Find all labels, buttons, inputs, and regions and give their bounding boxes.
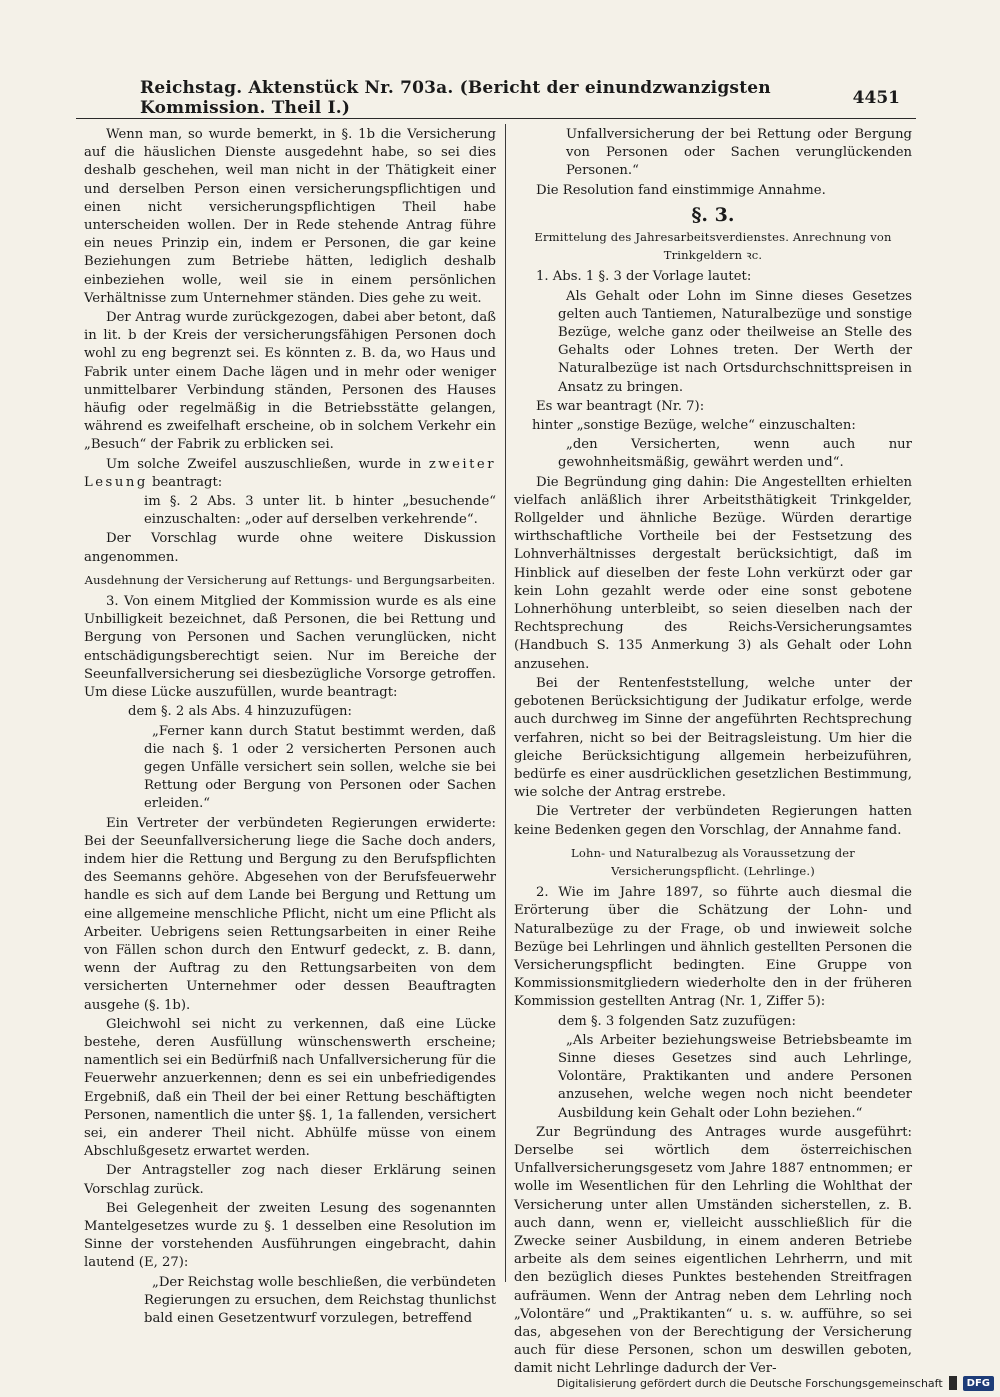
column-divider xyxy=(505,124,506,1282)
indented-paragraph: dem §. 2 als Abs. 4 hinzuzufügen: xyxy=(128,704,352,720)
text-run: Um solche Zweifel auszuschließen, wurde in xyxy=(106,456,429,472)
page-header xyxy=(140,78,900,118)
paragraph: Die Resolution fand einstimmige Annahme. xyxy=(536,182,826,198)
dfg-logo: DFG xyxy=(963,1376,994,1391)
left-column xyxy=(84,126,496,1329)
footer xyxy=(557,1373,994,1393)
paragraph xyxy=(84,456,496,492)
right-column xyxy=(514,126,912,1380)
funding-note: Digitalisierung gefördert durch die Deutsche Forschungsgemeinschaft xyxy=(556,1376,943,1390)
paragraph: Wenn man, so wurde bemerkt, in §. 1b die Versicherung auf die häuslichen Dienste ausgedehnt habe, so sei dies deshalb geschehen, weil man nicht in der Thätigkeit einer und derselben Person einen versicherungspflichtigen und einen nicht versicherungspflichtigen Theil habe unterscheiden wollen. Der in Rede stehende Antrag führe ein neues Prinzip ein, indem er Personen, die gar keine Beziehungen zum Betriebe hätten, lediglich deshalb einbeziehen wolle, weil sie in einem persönlichen Verhältnisse zum Unternehmer ständen. Dies gehe zu weit. xyxy=(84,127,496,306)
quoted-text: Als Gehalt oder Lohn im Sinne dieses Gesetzes gelten auch Tantiemen, Naturalbezüge und sonstige Bezüge, welche ganz oder theilweise an Stelle des Gehalts oder Lohnes treten. Der Werth der Naturalbezüge ist nach Ortsdurchschnittspreisen in Ansatz zu bringen. xyxy=(558,288,912,395)
section-heading: Ermittelung des Jahresarbeitsverdienstes. Anrechnung von Trinkgeldern ꝛc. xyxy=(534,230,892,263)
paragraph: 2. Wie im Jahre 1897, so führte auch diesmal die Erörterung über die Schätzung der Lohn- und Naturalbezüge zu der Frage, ob und inwieweit solche Bezüge bei Lehrlingen und ähnlich gestellten Personen die Versicherungspflicht bedingten. Eine Gruppe von Kommissionsmitgliedern wiederholte den in der früheren Kommission gestellten Antrag (Nr. 1, Ziffer 5): xyxy=(514,885,912,1010)
paragraph: Gleichwohl sei nicht zu verkennen, daß eine Lücke bestehe, deren Ausfüllung wünschenswerth erscheine; namentlich sei ein Bedürfniß nach Unfallversicherung für die Feuerwehr anzuerkennen; denn es sei ein unbefriedigendes Ergebniß, daß ein Theil der bei einer Rettung beschäftigten Personen, namentlich die unter §§. 1, 1a fallenden, versichert sei, ein anderer Theil nicht. Abhülfe müsse von einem Abschlußgesetz erwartet werden. xyxy=(84,1016,496,1160)
section-number: §. 3. xyxy=(691,203,735,226)
indented-paragraph: dem §. 3 folgenden Satz zuzufügen: xyxy=(558,1013,796,1029)
quoted-text: „Der Reichstag wolle beschließen, die verbündeten Regierungen zu ersuchen, dem Reichstag thunlichst bald einen Gesetzentwurf vorzulegen, betreffend xyxy=(144,1274,496,1326)
page-number: 4451 xyxy=(852,88,900,108)
quoted-text: Unfallversicherung der bei Rettung oder Bergung von Personen oder Sachen verunglückenden Personen.“ xyxy=(566,127,912,179)
paragraph: Ein Vertreter der verbündeten Regierungen erwiderte: Bei der Seeunfallversicherung liege die Sache doch anders, indem hier die Rettung und Bergung zu den Berufspflichten des Seemanns gehöre. Abgesehen von der Berufsfeuerwehr handle es sich auf dem Lande bei Bergung und Rettung um eine allgemeine menschliche Pflicht, nicht um eine Pflicht als Arbeiter. Uebrigens seien Rettungsarbeiten in einer Reihe von Fällen schon durch den Entwurf gedeckt, z. B. dann, wenn der Auftrag zu den Rettungsarbeiten von dem versicherten Unternehmer oder dessen Beauftragten ausgehe (§. 1b). xyxy=(84,815,496,1013)
section-heading: Lohn- und Naturalbezug als Voraussetzung der Versicherungspflicht. (Lehrlinge.) xyxy=(571,845,855,878)
paragraph: Bei Gelegenheit der zweiten Lesung des sogenannten Mantelgesetzes wurde zu §. 1 desselben eine Resolution im Sinne der vorstehenden Ausführungen eingebracht, dahin lautend (E, 27): xyxy=(84,1200,496,1271)
paragraph: Der Antragsteller zog nach dieser Erklärung seinen Vorschlag zurück. xyxy=(84,1163,496,1197)
section-heading: Ausdehnung der Versicherung auf Rettungs- und Bergungsarbeiten. xyxy=(84,572,496,587)
quoted-text: „Als Arbeiter beziehungsweise Betriebsbeamte im Sinne dieses Gesetzes sind auch Lehrlinge, Volontäre, Praktikanten und andere Personen anzusehen, welche wegen noch nicht beendeter Ausbildung kein Gehalt oder Lohn beziehen.“ xyxy=(558,1032,912,1121)
text-run: beantragt: xyxy=(147,474,223,490)
running-title: Reichstag. Aktenstück Nr. 703a. (Bericht der einundzwanzigsten Kommission. Theil I.) xyxy=(140,78,771,118)
paragraph: 1. Abs. 1 §. 3 der Vorlage lautet: xyxy=(536,269,752,285)
indented-paragraph: im §. 2 Abs. 3 unter lit. b hinter „besuchende“ einzuschalten: „oder auf derselben verkehrende“. xyxy=(144,494,496,528)
paragraph: Die Vertreter der verbündeten Regierungen hatten keine Bedenken gegen den Vorschlag, der Annahme fand. xyxy=(514,804,912,838)
header-rule xyxy=(76,118,916,119)
indented-paragraph: hinter „sonstige Bezüge, welche“ einzuschalten: xyxy=(532,418,856,434)
emphasized-text: zweiter Lesung xyxy=(84,456,496,490)
paragraph: 3. Von einem Mitglied der Kommission wurde es als eine Unbilligkeit bezeichnet, daß Personen, die bei Rettung und Bergung von Personen und Sachen verunglücken, nicht entschädigungsberechtigt seien. Nur im Bereiche der Seeunfallversicherung sei diesbezügliche Vorsorge getroffen. Um diese Lücke auszufüllen, wurde beantragt: xyxy=(84,594,496,701)
bar-icon xyxy=(949,1376,957,1390)
paragraph: Zur Begründung des Antrages wurde ausgeführt: Derselbe sei wörtlich dem österreichischen Unfallversicherungsgesetz vom Jahre 1887 entnommen; er wolle im Wesentlichen für den Lehrling die Wohlthat der Versicherung unter allen Umständen sicherstellen, z. B. auch dann, wenn er, vielleicht ausschließlich für die Zwecke seiner Ausbildung, in einem anderen Betriebe arbeite als dem seines eigentlichen Lehrherrn, und mit den bezüglich dieses Punktes bestehenden Streitfragen aufräumen. Wenn der Antrag neben dem Lehrling noch „Volontäre“ und „Praktikanten“ u. s. w. aufführe, so sei das, abgesehen von der Berechtigung der Versicherung auch für diese Personen, schon um deswillen geboten, damit nicht Lehrlinge dadurch der Ver- xyxy=(514,1124,912,1377)
quoted-text: „Ferner kann durch Statut bestimmt werden, daß die nach §. 1 oder 2 versicherten Personen auch gegen Unfälle versichert sein sollen, welche sie bei Rettung oder Bergung von Personen oder Sachen erleiden.“ xyxy=(144,723,496,812)
quoted-text: „den Versicherten, wenn auch nur gewohnheitsmäßig, gewährt werden und“. xyxy=(558,437,912,471)
paragraph: Es war beantragt (Nr. 7): xyxy=(536,398,705,414)
paragraph: Der Vorschlag wurde ohne weitere Diskussion angenommen. xyxy=(84,531,496,565)
paragraph: Die Begründung ging dahin: Die Angestellten erhielten vielfach anläßlich ihrer Arbeitsthätigkeit Trinkgelder, Rollgelder und ähnliche Bezüge. Würden derartige wirthschaftliche Vortheile bei der Festsetzung des Lohnverhältnisses dergestalt berücksichtigt, daß im Hinblick auf dieselben der feste Lohn verkürzt oder gar kein Lohn gezahlt werde oder eine sonst gebotene Lohnerhöhung unterbleibt, so seien dieselben nach der Rechtsprechung des Reichs-Versicherungsamtes (Handbuch S. 135 Anmerkung 3) als Gehalt oder Lohn anzusehen. xyxy=(514,474,912,672)
paragraph: Der Antrag wurde zurückgezogen, dabei aber betont, daß in lit. b der Kreis der versicherungsfähigen Personen doch wohl zu eng begrenzt sei. Es könnten z. B. da, wo Haus und Fabrik unter einem Dache lägen und in mehr oder weniger unmittelbarer Verbindung ständen, Personen des Hauses häufig oder regelmäßig in die Betriebsstätte gelangen, während es zweifelhaft erscheine, ob in solchem Verkehr ein „Besuch“ der Fabrik zu erblicken sei. xyxy=(84,310,496,453)
paragraph: Bei der Rentenfeststellung, welche unter der gebotenen Berücksichtigung der Judikatur erfolge, werde auch durchweg im Sinne der angeführten Rechtsprechung verfahren, nicht so bei der Beitragsleistung. Um hier die gleiche Berücksichtigung allgemein herbeizuführen, bedürfe es einer ausdrücklichen gesetzlichen Bestimmung, wie solche der Antrag erstrebe. xyxy=(514,675,912,801)
